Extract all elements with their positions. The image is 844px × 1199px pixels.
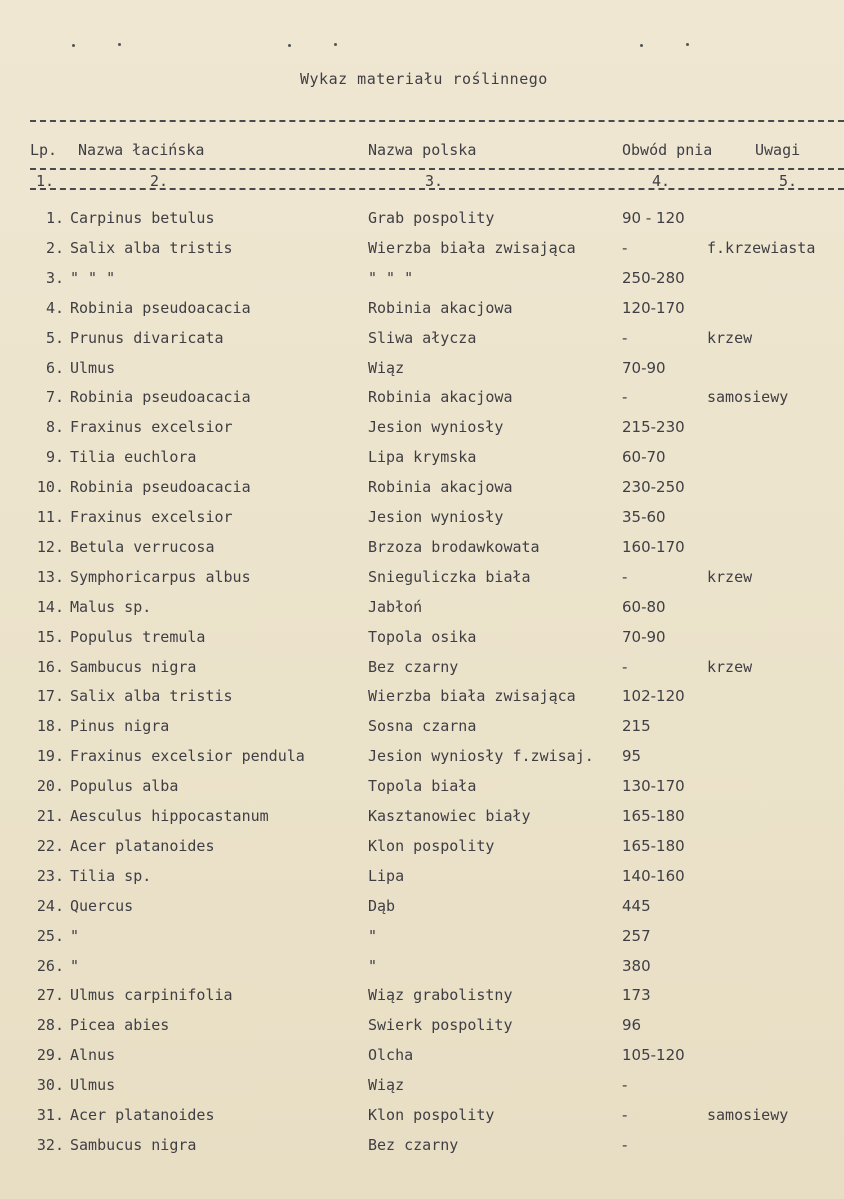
polish-name-cell: Jabłoń [368, 597, 423, 616]
table-row [0, 299, 844, 329]
girth-cell: 230-250 [622, 478, 685, 497]
girth-cell: 215-230 [622, 418, 685, 437]
table-row [0, 777, 844, 807]
girth-cell: 90 - 120 [622, 209, 685, 227]
column-number-5: 5. [779, 172, 798, 190]
girth-cell: 250-280 [622, 268, 685, 287]
girth-cell: 130-170 [622, 777, 685, 796]
table-row [0, 598, 844, 628]
table-row [0, 538, 844, 568]
punch-dot [118, 43, 121, 46]
latin-name-cell: Prunus divaricata [70, 328, 224, 347]
column-number-2: 2. [150, 172, 169, 190]
row-number: 24. [36, 896, 64, 915]
girth-cell: 140-160 [622, 866, 685, 885]
polish-name-cell: Topola osika [368, 627, 477, 646]
girth-cell: 215 [622, 717, 651, 736]
document-title: Wykaz materiału roślinnego [300, 70, 548, 88]
latin-name-cell: Tilia euchlora [70, 448, 197, 467]
header-girth: Obwód pnia [622, 141, 713, 159]
latin-name-cell: Quercus [70, 896, 134, 915]
polish-name-cell: Klon pospolity [368, 1106, 495, 1124]
table-row [0, 1106, 844, 1136]
punch-dot [640, 44, 643, 47]
latin-name-cell: Aesculus hippocastanum [70, 807, 269, 825]
latin-name-cell: Salix alba tristis [70, 687, 233, 706]
latin-name-cell: Fraxinus excelsior [70, 418, 233, 437]
row-number: 5. [45, 328, 64, 347]
polish-name-cell: Bez czarny [368, 1135, 459, 1154]
notes-cell: f.krzewiasta [707, 238, 816, 257]
girth-cell: - [622, 1135, 628, 1154]
latin-name-cell: Robinia pseudoacacia [70, 478, 251, 497]
row-number: 17. [36, 687, 64, 706]
row-number: 14. [36, 597, 64, 616]
polish-name-cell: Jesion wyniosły f.zwisaj. [368, 747, 594, 766]
table-row [0, 957, 844, 987]
row-number: 6. [45, 358, 64, 377]
table-row [0, 448, 844, 478]
latin-name-cell: Fraxinus excelsior [70, 508, 233, 526]
girth-cell: 165-180 [622, 807, 685, 825]
table-row [0, 359, 844, 389]
polish-name-cell: Jesion wyniosły [368, 418, 504, 437]
girth-cell: 105-120 [622, 1046, 685, 1065]
girth-cell: 160-170 [622, 537, 685, 556]
latin-name-cell: " [70, 926, 80, 945]
latin-name-cell: Symphoricarpus albus [70, 567, 251, 586]
latin-name-cell: Robinia pseudoacacia [70, 388, 251, 407]
polish-name-cell: Robinia akacjowa [368, 478, 513, 497]
latin-name-cell: Alnus [70, 1046, 116, 1065]
notes-cell: krzew [707, 328, 753, 347]
header-lp: Lp. [30, 141, 58, 159]
latin-name-cell: Malus sp. [70, 597, 152, 616]
polish-name-cell: Wierzba biała zwisająca [368, 238, 576, 257]
table-row [0, 628, 844, 658]
table-row [0, 388, 844, 418]
table-row [0, 508, 844, 538]
polish-name-cell: Swierk pospolity [368, 1016, 513, 1035]
girth-cell: 70-90 [622, 358, 666, 377]
girth-cell: - [622, 1076, 628, 1095]
notes-cell: krzew [707, 657, 753, 676]
row-number: 21. [36, 807, 64, 825]
header-notes: Uwagi [755, 141, 801, 159]
notes-cell: krzew [707, 567, 753, 586]
notes-cell: samosiewy [707, 1106, 789, 1124]
latin-name-cell: Salix alba tristis [70, 238, 233, 257]
table-row [0, 1016, 844, 1046]
row-number: 7. [45, 388, 64, 407]
table-row [0, 1136, 844, 1166]
girth-cell: 120-170 [622, 298, 685, 317]
table-row [0, 209, 844, 239]
girth-cell: 96 [622, 1016, 642, 1035]
divider-header-lower [30, 188, 844, 190]
row-number: 29. [36, 1046, 64, 1065]
polish-name-cell: Wierzba biała zwisająca [368, 687, 576, 706]
row-number: 22. [36, 836, 64, 855]
girth-cell: 380 [622, 956, 651, 975]
girth-cell: - [622, 328, 628, 347]
girth-cell: 102-120 [622, 687, 685, 706]
girth-cell: 257 [622, 926, 651, 945]
header-latin-name: Nazwa łacińska [78, 141, 205, 159]
girth-cell: 95 [622, 747, 642, 766]
table-row [0, 568, 844, 598]
row-number: 25. [36, 926, 64, 945]
row-number: 15. [36, 627, 64, 646]
girth-cell: 60-70 [622, 448, 666, 467]
polish-name-cell: Jesion wyniosły [368, 508, 504, 526]
table-row [0, 1076, 844, 1106]
divider-header-upper [30, 168, 844, 170]
notes-cell: samosiewy [707, 388, 789, 407]
table-row [0, 867, 844, 897]
column-number-4: 4. [652, 172, 671, 190]
row-number: 27. [36, 986, 64, 1005]
latin-name-cell: " [70, 956, 80, 975]
polish-name-cell: " " " [368, 268, 414, 287]
row-number: 31. [36, 1106, 64, 1124]
column-number-1: 1. [36, 172, 55, 190]
latin-name-cell: Betula verrucosa [70, 537, 215, 556]
table-row [0, 897, 844, 927]
latin-name-cell: Populus tremula [70, 627, 206, 646]
row-number: 1. [45, 209, 64, 227]
girth-cell: 445 [622, 896, 651, 915]
row-number: 13. [36, 567, 64, 586]
row-number: 28. [36, 1016, 64, 1035]
divider-top [30, 120, 844, 122]
table-row [0, 478, 844, 508]
girth-cell: - [622, 238, 628, 257]
polish-name-cell: " [368, 926, 378, 945]
latin-name-cell: " " " [70, 268, 116, 287]
polish-name-cell: Bez czarny [368, 657, 459, 676]
table-row [0, 807, 844, 837]
latin-name-cell: Sambucus nigra [70, 1135, 197, 1154]
table-row [0, 927, 844, 957]
table-row [0, 329, 844, 359]
row-number: 8. [45, 418, 64, 437]
latin-name-cell: Acer platanoides [70, 836, 215, 855]
table-row [0, 269, 844, 299]
polish-name-cell: Robinia akacjowa [368, 388, 513, 407]
row-number: 9. [45, 448, 64, 467]
polish-name-cell: Robinia akacjowa [368, 298, 513, 317]
row-number: 4. [45, 298, 64, 317]
polish-name-cell: Topola biała [368, 777, 477, 796]
row-number: 30. [36, 1076, 64, 1095]
polish-name-cell: Wiąz grabolistny [368, 986, 513, 1005]
girth-cell: 70-90 [622, 627, 666, 646]
latin-name-cell: Sambucus nigra [70, 657, 197, 676]
table-row [0, 747, 844, 777]
polish-name-cell: Wiąz [368, 358, 405, 377]
row-number: 11. [36, 508, 64, 526]
polish-name-cell: Snieguliczka biała [368, 567, 531, 586]
girth-cell: 35-60 [622, 508, 666, 526]
polish-name-cell: Dąb [368, 896, 396, 915]
latin-name-cell: Acer platanoides [70, 1106, 215, 1124]
latin-name-cell: Populus alba [70, 777, 179, 796]
latin-name-cell: Ulmus carpinifolia [70, 986, 233, 1005]
latin-name-cell: Tilia sp. [70, 866, 152, 885]
latin-name-cell: Carpinus betulus [70, 209, 215, 227]
row-number: 3. [45, 268, 64, 287]
latin-name-cell: Ulmus [70, 1076, 116, 1095]
latin-name-cell: Robinia pseudoacacia [70, 298, 251, 317]
girth-cell: - [622, 388, 628, 407]
table-row [0, 837, 844, 867]
latin-name-cell: Picea abies [70, 1016, 170, 1035]
latin-name-cell: Pinus nigra [70, 717, 170, 736]
girth-cell: - [622, 657, 628, 676]
girth-cell: 60-80 [622, 597, 666, 616]
polish-name-cell: Olcha [368, 1046, 414, 1065]
polish-name-cell: Sliwa ałycza [368, 328, 477, 347]
polish-name-cell: Wiąz [368, 1076, 405, 1095]
polish-name-cell: Lipa krymska [368, 448, 477, 467]
table-row [0, 418, 844, 448]
table-row [0, 1046, 844, 1076]
header-polish-name: Nazwa polska [368, 141, 477, 159]
row-number: 16. [36, 657, 64, 676]
polish-name-cell: Klon pospolity [368, 836, 495, 855]
punch-dot [686, 43, 689, 46]
table-row [0, 658, 844, 688]
row-number: 18. [36, 717, 64, 736]
girth-cell: - [622, 1106, 628, 1124]
row-number: 10. [36, 478, 64, 497]
row-number: 19. [36, 747, 64, 766]
row-number: 23. [36, 866, 64, 885]
girth-cell: 165-180 [622, 836, 685, 855]
punch-dot [72, 44, 75, 47]
polish-name-cell: " [368, 956, 378, 975]
girth-cell: - [622, 567, 628, 586]
latin-name-cell: Ulmus [70, 358, 116, 377]
row-number: 12. [36, 537, 64, 556]
punch-dot [288, 44, 291, 47]
polish-name-cell: Grab pospolity [368, 209, 495, 227]
latin-name-cell: Fraxinus excelsior pendula [70, 747, 305, 766]
row-number: 20. [36, 777, 64, 796]
girth-cell: 173 [622, 986, 651, 1005]
polish-name-cell: Sosna czarna [368, 717, 477, 736]
table-row [0, 717, 844, 747]
column-number-3: 3. [425, 172, 444, 190]
table-row [0, 687, 844, 717]
polish-name-cell: Kasztanowiec biały [368, 807, 531, 825]
row-number: 26. [36, 956, 64, 975]
table-row [0, 239, 844, 269]
row-number: 2. [45, 238, 64, 257]
punch-dot [334, 43, 337, 46]
table-row [0, 986, 844, 1016]
polish-name-cell: Brzoza brodawkowata [368, 537, 540, 556]
row-number: 32. [36, 1135, 64, 1154]
polish-name-cell: Lipa [368, 866, 405, 885]
